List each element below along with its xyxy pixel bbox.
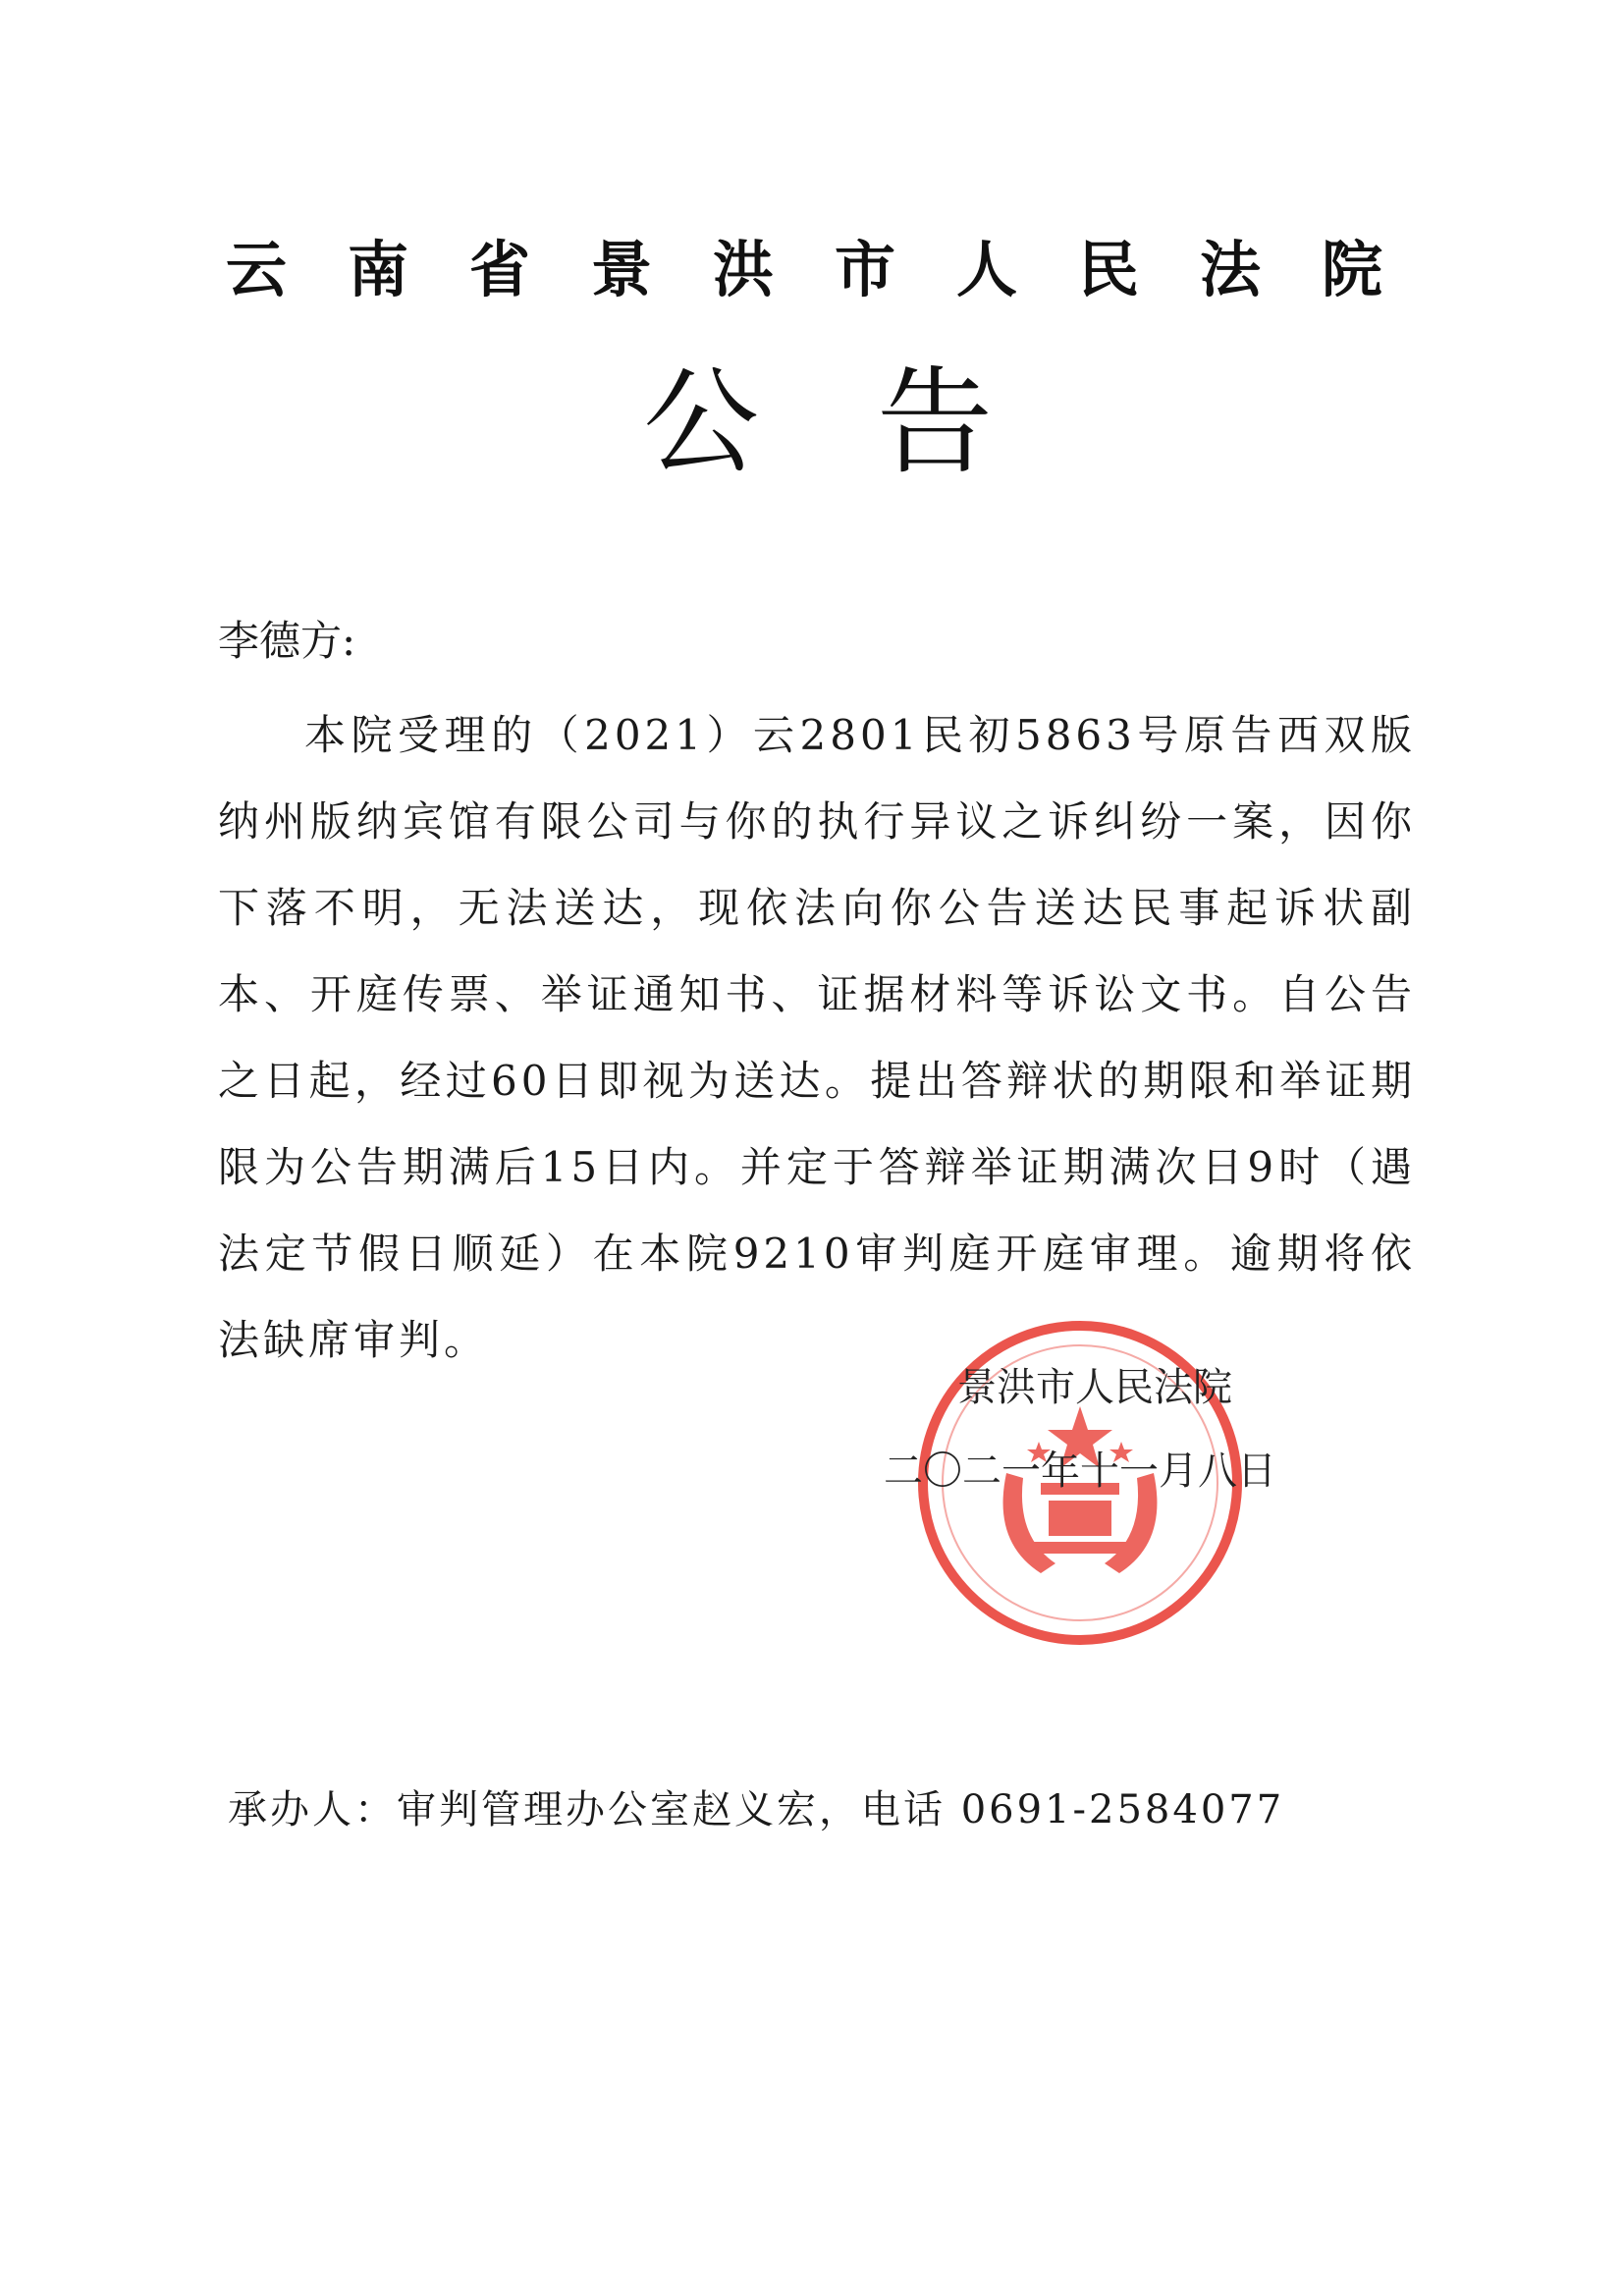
- signature-date: 二〇二一年十一月八日: [884, 1449, 1276, 1494]
- signature-court-name: 景洪市人民法院: [957, 1365, 1232, 1410]
- notice-body: 本院受理的（2021）云2801民初5863号原告西双版纳州版纳宾馆有限公司与你的执行异议之诉纠纷一案，因你下落不明，无法送达，现依法向你公告送达民事起诉状副本、开庭传票、举证通知书、证据材料等诉讼文书。自公告之日起，经过60日即视为送达。提出答辩状的期限和举证期限为公告期满后15日内。并定于答辩举证期满次日9时（遇法定节假日顺延）在本院9210审判庭开庭审理。逾期将依法缺席审判。: [218, 711, 1416, 1364]
- addressee: 李德方:: [218, 617, 356, 665]
- document-type-heading: 公告: [643, 355, 1111, 490]
- contact-info: 承办人：审判管理办公室赵义宏，电话 0691-2584077: [228, 1787, 1285, 1832]
- court-name-heading: 云南省景洪市人民法院: [226, 234, 1444, 305]
